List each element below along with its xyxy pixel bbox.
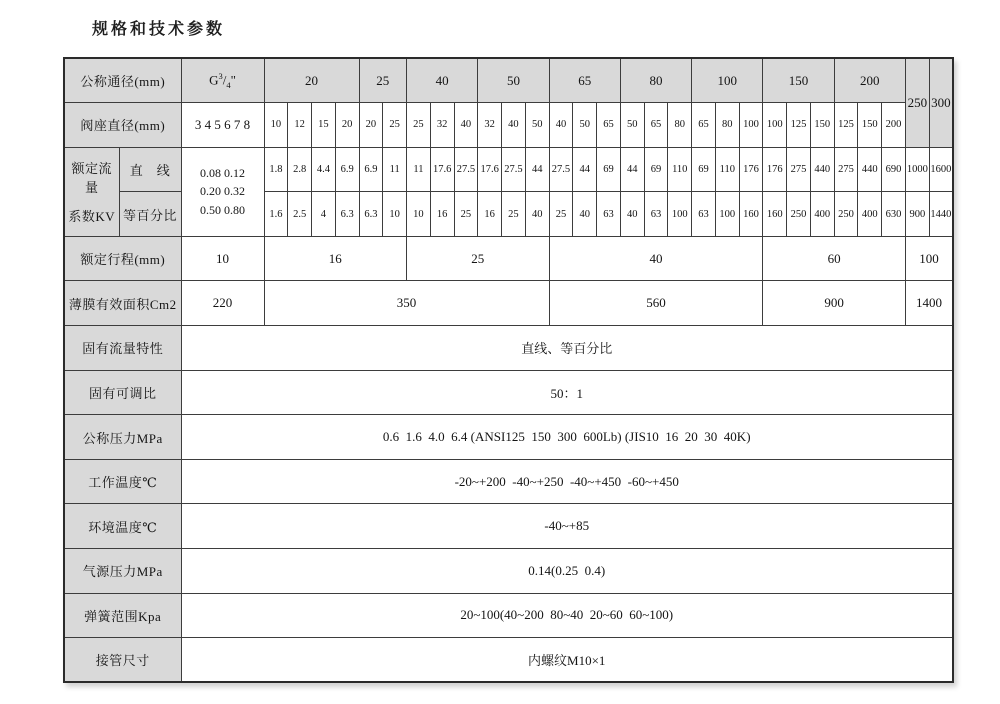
seat-cell: 200	[882, 103, 906, 148]
table-row	[64, 103, 953, 148]
seat-cell: 65	[597, 103, 621, 148]
g34-slash: /	[222, 72, 227, 88]
table-row	[64, 504, 953, 549]
table-row	[64, 638, 953, 683]
kv-g34-line: 0.08 0.12	[200, 165, 246, 180]
seat-cell: 150	[810, 103, 834, 148]
row-value-air-supply-pressure: 0.14(0.25 0.4)	[181, 549, 953, 594]
kv-g34-line: 0.50 0.80	[200, 203, 246, 218]
seat-cell: 50	[573, 103, 597, 148]
table-row	[64, 326, 953, 371]
row-value-spring-range: 20~100(40~200 80~40 20~60 60~100)	[181, 593, 953, 638]
g34-base: G	[209, 72, 219, 88]
kv-equal-cell: 63	[692, 192, 716, 237]
diaphragm-cell: 900	[763, 281, 906, 326]
kv-g34-line: 0.20 0.32	[200, 184, 246, 199]
travel-cell: 40	[549, 236, 763, 281]
kv-row-label	[64, 147, 119, 236]
kv-equal-cell: 40	[573, 192, 597, 237]
kv-g34-cell	[181, 147, 264, 236]
table-row	[64, 459, 953, 504]
diaphragm-cell: 560	[549, 281, 763, 326]
seat-cell: 125	[787, 103, 811, 148]
kv-linear-cell: 17.6	[478, 147, 502, 192]
row-value-flow-characteristic: 直线、等百分比	[181, 326, 953, 371]
kv-linear-cell: 69	[644, 147, 668, 192]
kv-linear-cell: 1.8	[264, 147, 288, 192]
seat-cell: 40	[549, 103, 573, 148]
row-value-rangeability: 50：1	[181, 370, 953, 415]
kv-linear-cell: 176	[739, 147, 763, 192]
seat-cell: 80	[715, 103, 739, 148]
kv-linear-cell: 690	[882, 147, 906, 192]
row-label-nominal-pressure: 公称压力MPa	[64, 415, 181, 460]
kv-linear-cell: 440	[810, 147, 834, 192]
kv-linear-cell: 44	[573, 147, 597, 192]
seat-cell: 32	[430, 103, 454, 148]
kv-equal-cell: 100	[668, 192, 692, 237]
diaphragm-cell: 350	[264, 281, 549, 326]
kv-linear-cell: 27.5	[549, 147, 573, 192]
kv-equal-cell: 40	[620, 192, 644, 237]
kv-equal-cell: 250	[787, 192, 811, 237]
row-label-diaphragm-area: 薄膜有效面积Cm2	[64, 281, 181, 326]
kv-equal-cell: 250	[834, 192, 858, 237]
dn-group-header: 200	[834, 58, 905, 103]
row-value-ambient-temperature: -40~+85	[181, 504, 953, 549]
kv-equal-label: 等百分比	[119, 192, 181, 237]
diaphragm-cell: 1400	[905, 281, 953, 326]
kv-equal-cell: 40	[525, 192, 549, 237]
seat-cell: 65	[644, 103, 668, 148]
seat-cell: 150	[858, 103, 882, 148]
dn-group-header: 65	[549, 58, 620, 103]
diaphragm-cell: 220	[181, 281, 264, 326]
kv-equal-cell: 400	[858, 192, 882, 237]
spec-table	[63, 57, 954, 683]
kv-linear-cell: 11	[383, 147, 407, 192]
row-label-connection-size: 接管尺寸	[64, 638, 181, 683]
kv-linear-cell: 6.9	[359, 147, 383, 192]
kv-linear-cell: 6.9	[335, 147, 359, 192]
kv-linear-cell: 11	[407, 147, 431, 192]
g34-quote: "	[230, 72, 236, 88]
seat-cell: 20	[335, 103, 359, 148]
row-label-air-supply-pressure: 气源压力MPa	[64, 549, 181, 594]
kv-linear-cell: 1600	[929, 147, 953, 192]
travel-cell: 16	[264, 236, 407, 281]
kv-equal-cell: 10	[407, 192, 431, 237]
kv-equal-cell: 900	[905, 192, 929, 237]
dn-group-header: 25	[359, 58, 407, 103]
dn-group-header: 40	[407, 58, 478, 103]
dn-group-header: 150	[763, 58, 834, 103]
kv-equal-cell: 25	[549, 192, 573, 237]
dn-group-header: 80	[620, 58, 691, 103]
table-row	[64, 236, 953, 281]
kv-equal-cell: 63	[644, 192, 668, 237]
seat-cell: 12	[288, 103, 312, 148]
table-row	[64, 370, 953, 415]
row-label-seat-diameter: 阀座直径(mm)	[64, 103, 181, 148]
travel-cell: 25	[407, 236, 550, 281]
kv-linear-cell: 27.5	[454, 147, 478, 192]
row-value-nominal-pressure: 0.6 1.6 4.0 6.4 (ANSI125 150 300 600Lb) (JIS10 16 20 30 40K)	[181, 415, 953, 460]
kv-linear-cell: 44	[525, 147, 549, 192]
seat-cell: 40	[502, 103, 526, 148]
row-label-rangeability: 固有可调比	[64, 370, 181, 415]
seat-cell: 100	[739, 103, 763, 148]
row-value-connection-size: 内螺纹M10×1	[181, 638, 953, 683]
kv-linear-cell: 440	[858, 147, 882, 192]
seat-cell: 15	[312, 103, 336, 148]
seat-cell: 20	[359, 103, 383, 148]
travel-cell: 100	[905, 236, 953, 281]
kv-linear-cell: 2.8	[288, 147, 312, 192]
kv-equal-cell: 6.3	[359, 192, 383, 237]
seat-cell: 65	[692, 103, 716, 148]
kv-label-line2: 系数KV	[68, 209, 116, 225]
row-value-working-temperature: -20~+200 -40~+250 -40~+450 -60~+450	[181, 459, 953, 504]
table-row	[64, 281, 953, 326]
dn-header-250: 250	[905, 58, 929, 147]
kv-linear-cell: 69	[597, 147, 621, 192]
kv-equal-cell: 6.3	[335, 192, 359, 237]
table-row	[64, 593, 953, 638]
seat-cell-g34: 3 4 5 6 7 8	[181, 103, 264, 148]
table-row	[64, 147, 953, 192]
kv-linear-cell: 17.6	[430, 147, 454, 192]
kv-equal-cell: 16	[478, 192, 502, 237]
kv-equal-cell: 16	[430, 192, 454, 237]
kv-equal-cell: 400	[810, 192, 834, 237]
dn-group-header: 50	[478, 58, 549, 103]
kv-equal-cell: 100	[715, 192, 739, 237]
table-row	[64, 415, 953, 460]
kv-label-line1: 额定流量	[71, 161, 112, 196]
kv-equal-cell: 25	[502, 192, 526, 237]
table-row	[64, 549, 953, 594]
kv-linear-cell: 69	[692, 147, 716, 192]
kv-equal-cell: 25	[454, 192, 478, 237]
kv-linear-cell: 176	[763, 147, 787, 192]
seat-cell: 50	[620, 103, 644, 148]
dn-group-header: 20	[264, 58, 359, 103]
kv-equal-cell: 160	[739, 192, 763, 237]
seat-cell: 10	[264, 103, 288, 148]
dn-group-header: 100	[692, 58, 763, 103]
kv-equal-cell: 1.6	[264, 192, 288, 237]
kv-equal-cell: 630	[882, 192, 906, 237]
seat-cell: 25	[407, 103, 431, 148]
dn-g34-cell	[181, 58, 264, 103]
kv-equal-cell: 1440	[929, 192, 953, 237]
kv-linear-cell: 110	[668, 147, 692, 192]
row-label-travel: 额定行程(mm)	[64, 236, 181, 281]
page-title: 规格和技术参数	[92, 19, 226, 38]
kv-linear-cell: 1000	[905, 147, 929, 192]
travel-cell: 10	[181, 236, 264, 281]
kv-equal-cell: 4	[312, 192, 336, 237]
row-label-spring-range: 弹簧范围Kpa	[64, 593, 181, 638]
table-row	[64, 58, 953, 103]
g34-sup: 3	[218, 71, 223, 82]
row-label-working-temperature: 工作温度℃	[64, 459, 181, 504]
kv-equal-cell: 160	[763, 192, 787, 237]
row-label-flow-characteristic: 固有流量特性	[64, 326, 181, 371]
kv-linear-cell: 275	[834, 147, 858, 192]
seat-cell: 32	[478, 103, 502, 148]
seat-cell: 100	[763, 103, 787, 148]
kv-linear-cell: 27.5	[502, 147, 526, 192]
seat-cell: 125	[834, 103, 858, 148]
seat-cell: 40	[454, 103, 478, 148]
kv-linear-cell: 110	[715, 147, 739, 192]
kv-linear-label: 直 线	[119, 147, 181, 192]
kv-linear-cell: 4.4	[312, 147, 336, 192]
kv-linear-cell: 44	[620, 147, 644, 192]
kv-equal-cell: 10	[383, 192, 407, 237]
seat-cell: 80	[668, 103, 692, 148]
seat-cell: 25	[383, 103, 407, 148]
kv-equal-cell: 2.5	[288, 192, 312, 237]
travel-cell: 60	[763, 236, 906, 281]
kv-linear-cell: 275	[787, 147, 811, 192]
row-label-ambient-temperature: 环境温度℃	[64, 504, 181, 549]
dn-header-300: 300	[929, 58, 953, 147]
kv-equal-cell: 63	[597, 192, 621, 237]
g34-sub: 4	[226, 80, 231, 90]
row-label-nominal-diameter: 公称通径(mm)	[64, 58, 181, 103]
seat-cell: 50	[525, 103, 549, 148]
